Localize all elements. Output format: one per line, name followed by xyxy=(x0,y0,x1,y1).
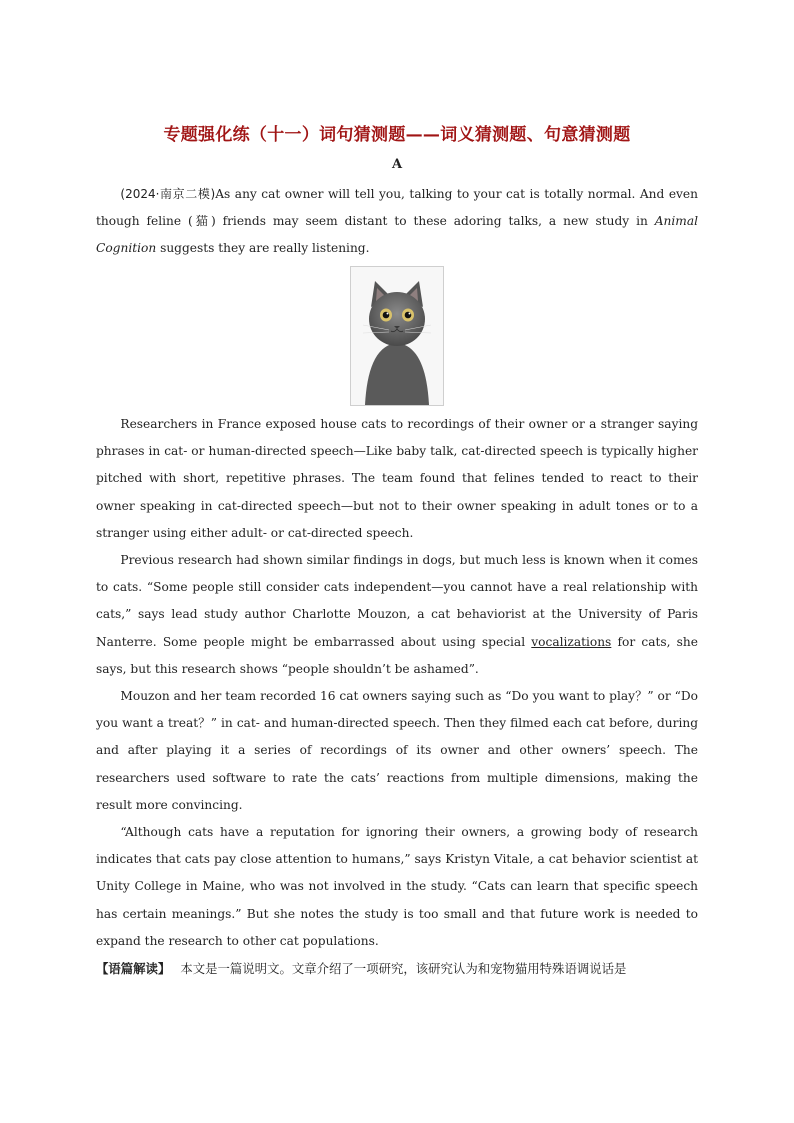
paragraph-1: Researchers in France exposed house cats to recordings of their owner or a stranger saying phrases in cat- or human-directed speech—Like baby talk, cat-directed speech is typically higher pitched with short, repetitive phrases. The team found that felines tended to react to their owner speaking in cat-directed speech—but not to their owner speaking in adult tones or to a stranger using either adult- or cat-directed speech. xyxy=(96,417,698,540)
intro-text-1: As any cat owner will tell you, talking to your cat is totally normal. And even though feline (猫) friends may seem distant to these adoring talks, a new study in xyxy=(96,187,698,229)
passage-analysis xyxy=(96,955,700,982)
underlined-word: vocalizations xyxy=(531,634,612,649)
source-citation: (2024·南京二模) xyxy=(120,187,216,201)
section-label: A xyxy=(391,157,403,172)
intro-paragraph xyxy=(96,181,698,263)
paragraph-2-text-a: Previous research had shown similar findings in dogs, but much less is known when it comes to cats. “Some people still consider cats independent—you cannot have a real relationship with cats,” says lead study author Charlotte Mouzon, a cat behaviorist at the University of Paris Nanterre. Some people might be embarrassed about using special xyxy=(96,553,698,649)
paragraph-2 xyxy=(96,547,698,683)
cat-illustration xyxy=(351,267,443,405)
paragraph-3: Mouzon and her team recorded 16 cat owners saying such as “Do you want to play？” or “Do you want a treat？” in cat- and human-directed speech. Then they filmed each cat before, during and after playing it a series of recordings of its owner and other owners’ speech. The researchers used software to rate the cats’ reactions from multiple dimensions, making the result more convincing. xyxy=(96,689,698,812)
cat-photo xyxy=(350,266,444,406)
intro-text-2: suggests they are really listening. xyxy=(156,241,370,256)
page-title: 专题强化练（十一）词句猜测题——词义猜测题、句意猜测题 xyxy=(163,125,631,145)
paragraph-4: “Although cats have a reputation for ignoring their owners, a growing body of research indicates that cats pay close attention to humans,” says Kristyn Vitale, a cat behavior scientist at Unity College in Maine, who was not involved in the study. “Cats can learn that specific speech has certain meanings.” But she notes the study is too small and that future work is needed to expand the research to other cat populations. xyxy=(96,825,698,948)
article-body xyxy=(96,411,698,955)
paragraph-2-text-b: for cats, she says, but this research shows “people shouldn’t be ashamed”. xyxy=(96,634,698,676)
journal-name: Animal Cognition xyxy=(96,214,698,256)
analysis-label: 【语篇解读】 xyxy=(96,961,171,976)
analysis-text: 本文是一篇说明文。文章介绍了一项研究，该研究认为和宠物猫用特殊语调说话是 xyxy=(180,961,627,976)
